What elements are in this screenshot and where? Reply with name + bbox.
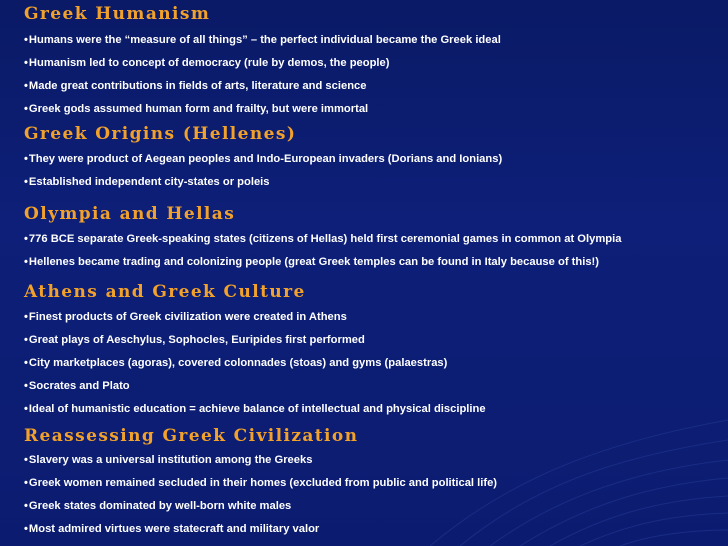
section-heading: Greek Origins (Hellenes) [24, 124, 297, 144]
bullet-text: Hellenes became trading and colonizing people (great Greek temples can be found in Italy because of this!) [28, 256, 599, 268]
bullet-item [24, 252, 720, 275]
section-greek-origins [24, 124, 720, 195]
bullet-marker: • [24, 380, 28, 392]
bullet-marker: • [24, 523, 28, 535]
bullet-text: City marketplaces (agoras), covered colonnades (stoas) and gyms (palaestras) [28, 357, 448, 369]
bullet-item [24, 473, 720, 496]
bullet-marker: • [24, 256, 28, 268]
bullet-text: Made great contributions in fields of arts, literature and science [28, 80, 367, 92]
bullet-marker: • [24, 454, 28, 466]
bullet-text: Humanism led to concept of democracy (rule by demos, the people) [28, 57, 390, 69]
bullet-item [24, 519, 720, 542]
bullet-item [24, 450, 720, 473]
bullet-item [24, 399, 720, 422]
bullet-text: Humans were the “measure of all things” – the perfect individual became the Greek ideal [28, 34, 501, 46]
bullet-item [24, 76, 720, 99]
bullet-text: Ideal of humanistic education = achieve balance of intellectual and physical discipline [28, 403, 486, 415]
bullet-marker: • [24, 80, 28, 92]
section-heading: Athens and Greek Culture [24, 282, 306, 302]
bullet-marker: • [24, 477, 28, 489]
bullet-item [24, 30, 720, 53]
bullet-text: Socrates and Plato [28, 380, 130, 392]
bullet-text: They were product of Aegean peoples and Indo-European invaders (Dorians and Ionians) [28, 153, 503, 165]
bullet-marker: • [24, 153, 28, 165]
bullet-marker: • [24, 176, 28, 188]
bullet-marker: • [24, 311, 28, 323]
bullet-text: Established independent city-states or poleis [28, 176, 270, 188]
section-heading: Greek Humanism [24, 4, 211, 24]
bullet-text: Greek gods assumed human form and frailty, but were immortal [28, 103, 369, 115]
bullet-item [24, 307, 720, 330]
bullet-item [24, 496, 720, 519]
section-heading: Olympia and Hellas [24, 204, 236, 224]
bullet-item [24, 353, 720, 376]
bullet-marker: • [24, 34, 28, 46]
section-greek-humanism [24, 4, 720, 122]
bullet-marker: • [24, 57, 28, 69]
bullet-marker: • [24, 233, 28, 245]
bullet-item [24, 99, 720, 122]
section-reassessing-greek-civilization [24, 426, 720, 542]
bullet-text: Finest products of Greek civilization were created in Athens [28, 311, 347, 323]
bullet-marker: • [24, 103, 28, 115]
bullet-marker: • [24, 500, 28, 512]
bullet-item [24, 149, 720, 172]
bullet-marker: • [24, 403, 28, 415]
bullet-text: Greek women remained secluded in their homes (excluded from public and political life) [28, 477, 498, 489]
bullet-item [24, 330, 720, 353]
bullet-marker: • [24, 334, 28, 346]
section-athens-culture [24, 282, 720, 422]
section-olympia-hellas [24, 204, 720, 275]
bullet-item [24, 229, 720, 252]
bullet-text: 776 BCE separate Greek-speaking states (citizens of Hellas) held first ceremonial games in common at Olympia [28, 233, 622, 245]
section-heading: Reassessing Greek Civilization [24, 426, 359, 446]
bullet-text: Slavery was a universal institution among the Greeks [28, 454, 313, 466]
bullet-text: Great plays of Aeschylus, Sophocles, Euripides first performed [28, 334, 365, 346]
bullet-item [24, 172, 720, 195]
bullet-marker: • [24, 357, 28, 369]
bullet-item [24, 53, 720, 76]
bullet-item [24, 376, 720, 399]
bullet-text: Most admired virtues were statecraft and military valor [28, 523, 320, 535]
bullet-text: Greek states dominated by well-born white males [28, 500, 292, 512]
